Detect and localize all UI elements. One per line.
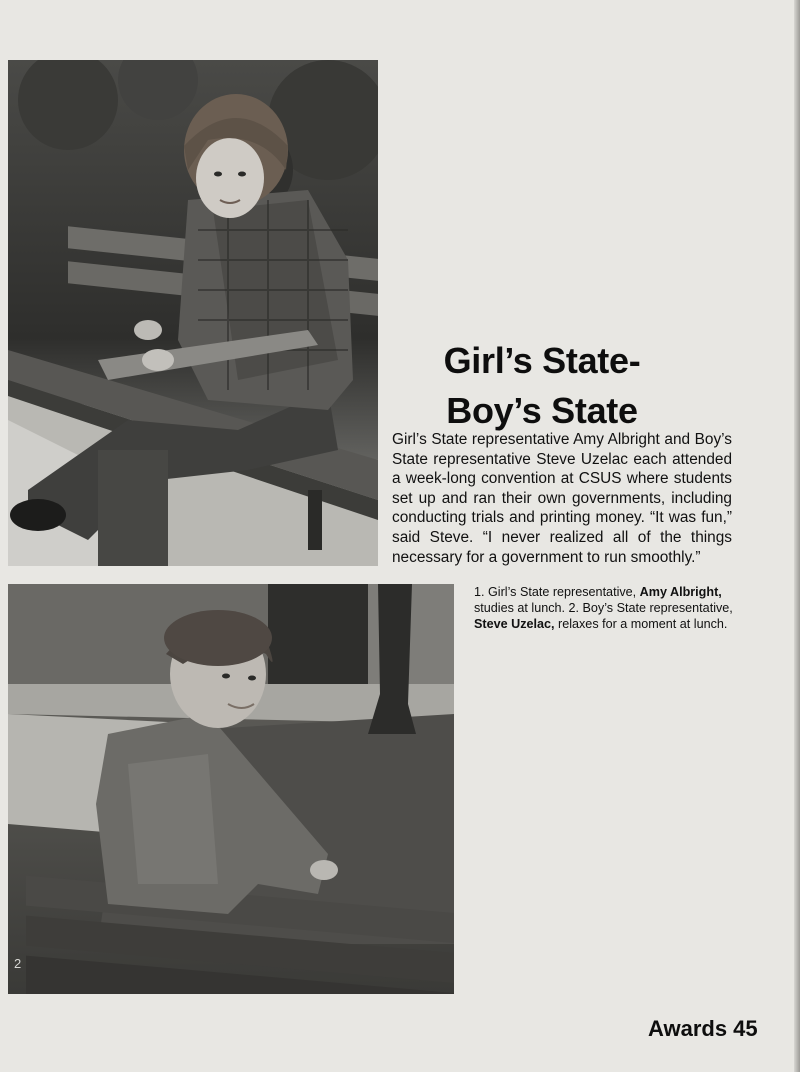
caption-name-steve: Steve Uzelac,	[474, 617, 555, 631]
page-folio: Awards 45	[648, 1016, 758, 1041]
headline-line-2: Boy’s State	[446, 390, 638, 431]
photo-number-label: 2	[14, 956, 22, 971]
page-edge-shadow	[794, 0, 800, 1072]
headline-line-1: Girl’s State-	[443, 340, 641, 381]
photo-steve-uzelac	[8, 584, 454, 994]
caption-name-amy: Amy Albright,	[639, 585, 722, 599]
bleed-through-heading	[528, 96, 537, 135]
caption-part-1: 1. Girl’s State representative,	[474, 585, 640, 599]
caption-part-3: relaxes for a moment at lunch.	[554, 617, 728, 631]
caption-part-2: studies at lunch. 2. Boy’s State representative,	[474, 601, 733, 615]
photo-amy-albright	[8, 60, 378, 566]
article-headline	[392, 336, 692, 436]
photo-caption	[474, 584, 750, 632]
article-body: Girl’s State representative Amy Albright and Boy’s State representative Steve Uzelac each attended a week-long convention at CSUS where students set up and ran their own governments, including conducting trials and printing money. “It was fun,” said Steve. “I never realized all of the things necessary for a government to run smoothly.”	[392, 431, 732, 566]
